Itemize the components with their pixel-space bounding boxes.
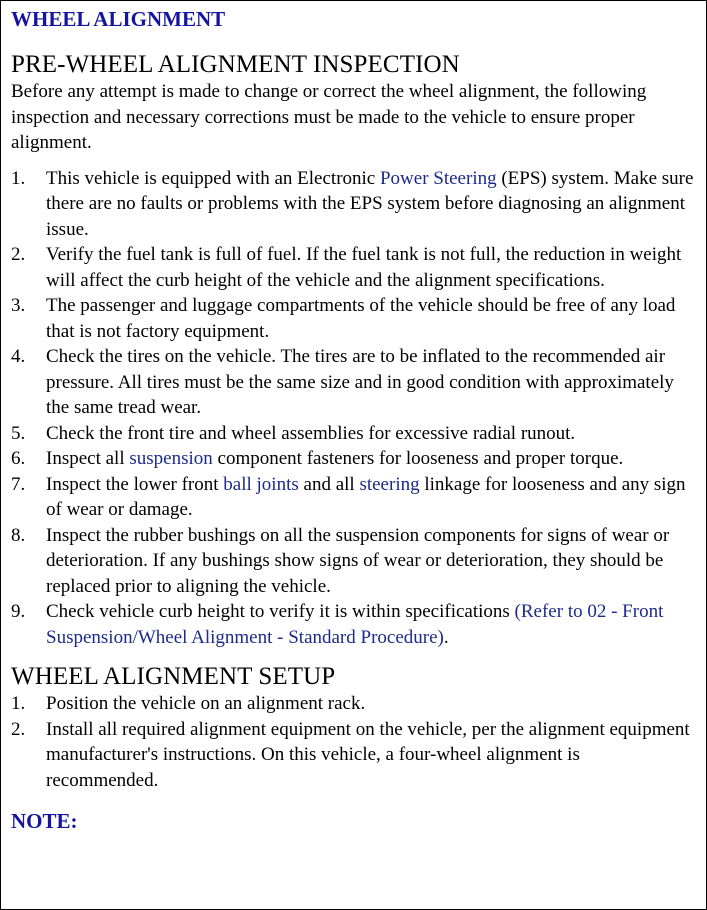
step-text-part: linkage for looseness and any sign of wear or damage. (46, 473, 686, 520)
inspection-intro: Before any attempt is made to change or correct the wheel alignment, the following inspection and necessary corrections must be made to the vehicle to ensure proper alignment. (11, 81, 647, 153)
step-text: Verify the fuel tank is full of fuel. If the fuel tank is not full, the reduction in weight will affect the curb height of the vehicle and the alignment specifications. (46, 244, 682, 291)
step-text-part: Check vehicle curb height to verify it is within specifications (46, 601, 515, 622)
inspection-step-6 (11, 446, 696, 472)
document-title: WHEEL ALIGNMENT (11, 7, 226, 31)
step-text: Position the vehicle on an alignment rack. (46, 693, 366, 714)
inspection-step-2 (11, 242, 696, 293)
inspection-step-8 (11, 523, 696, 600)
step-text-part: Inspect all (46, 448, 130, 469)
step-text: The passenger and luggage compartments of the vehicle should be free of any load that is not factory equipment. (46, 295, 676, 342)
step-text-part: This vehicle is equipped with an Electronic (46, 167, 380, 189)
step-text-part: Inspect the lower front (46, 473, 224, 495)
setup-steps (11, 691, 696, 793)
inspection-step-3 (11, 293, 696, 344)
step-text: Check the tires on the vehicle. The tires are to be inflated to the recommended air pressure. All tires must be the same size and in good condition with approximately the same tread wear. (46, 346, 674, 418)
step-text: Check the front tire and wheel assemblies for excessive radial runout. (46, 422, 576, 444)
step-number: 4. (11, 346, 26, 367)
front-suspension-procedure-link[interactable]: (Refer to 02 - Front Suspension/Wheel Alignment - Standard Procedure) (46, 601, 664, 648)
note-label: NOTE: (11, 809, 78, 833)
step-number: 6. (11, 448, 26, 469)
inspection-step-5 (11, 421, 696, 447)
step-text (46, 599, 696, 650)
step-text-part: (EPS) system. Make sure there are no faults or problems with the EPS system before diagnosing an alignment issue. (46, 167, 694, 240)
step-text (46, 472, 696, 523)
step-text: Inspect the rubber bushings on all the suspension components for signs of wear or deterioration. If any bushings show signs of wear or deterioration, they should be replaced prior to aligning the vehicle. (46, 524, 670, 597)
step-text-part: component fasteners for looseness and proper torque. (212, 448, 624, 469)
inspection-heading: PRE-WHEEL ALIGNMENT INSPECTION (11, 51, 460, 78)
setup-heading: WHEEL ALIGNMENT SETUP (11, 663, 336, 690)
step-text (46, 166, 696, 243)
inspection-step-4 (11, 344, 696, 421)
step-number: 9. (11, 601, 26, 622)
ball-joints-link[interactable]: ball joints (223, 473, 299, 495)
steering-link[interactable]: steering (359, 473, 420, 495)
step-number: 7. (11, 473, 26, 495)
step-number: 3. (11, 295, 26, 316)
step-text-part: and all (298, 473, 360, 495)
inspection-step-7 (11, 472, 696, 523)
step-text-part: . (443, 626, 449, 648)
step-number: 2. (11, 718, 26, 740)
step-number: 8. (11, 524, 26, 546)
inspection-step-9 (11, 599, 696, 650)
setup-step-2 (11, 717, 696, 794)
suspension-link[interactable]: suspension (129, 448, 213, 469)
step-text: Install all required alignment equipment on the vehicle, per the alignment equipment manufacturer's instructions. On this vehicle, a four-wheel alignment is recommended. (46, 718, 690, 791)
step-number: 5. (11, 422, 26, 444)
power-steering-link[interactable]: Power Steering (379, 167, 497, 189)
step-text (46, 446, 696, 472)
inspection-step-1 (11, 166, 696, 243)
inspection-steps (11, 166, 696, 651)
setup-step-1 (11, 691, 696, 717)
step-number: 2. (11, 244, 26, 265)
step-number: 1. (11, 693, 26, 714)
step-number: 1. (11, 167, 26, 189)
